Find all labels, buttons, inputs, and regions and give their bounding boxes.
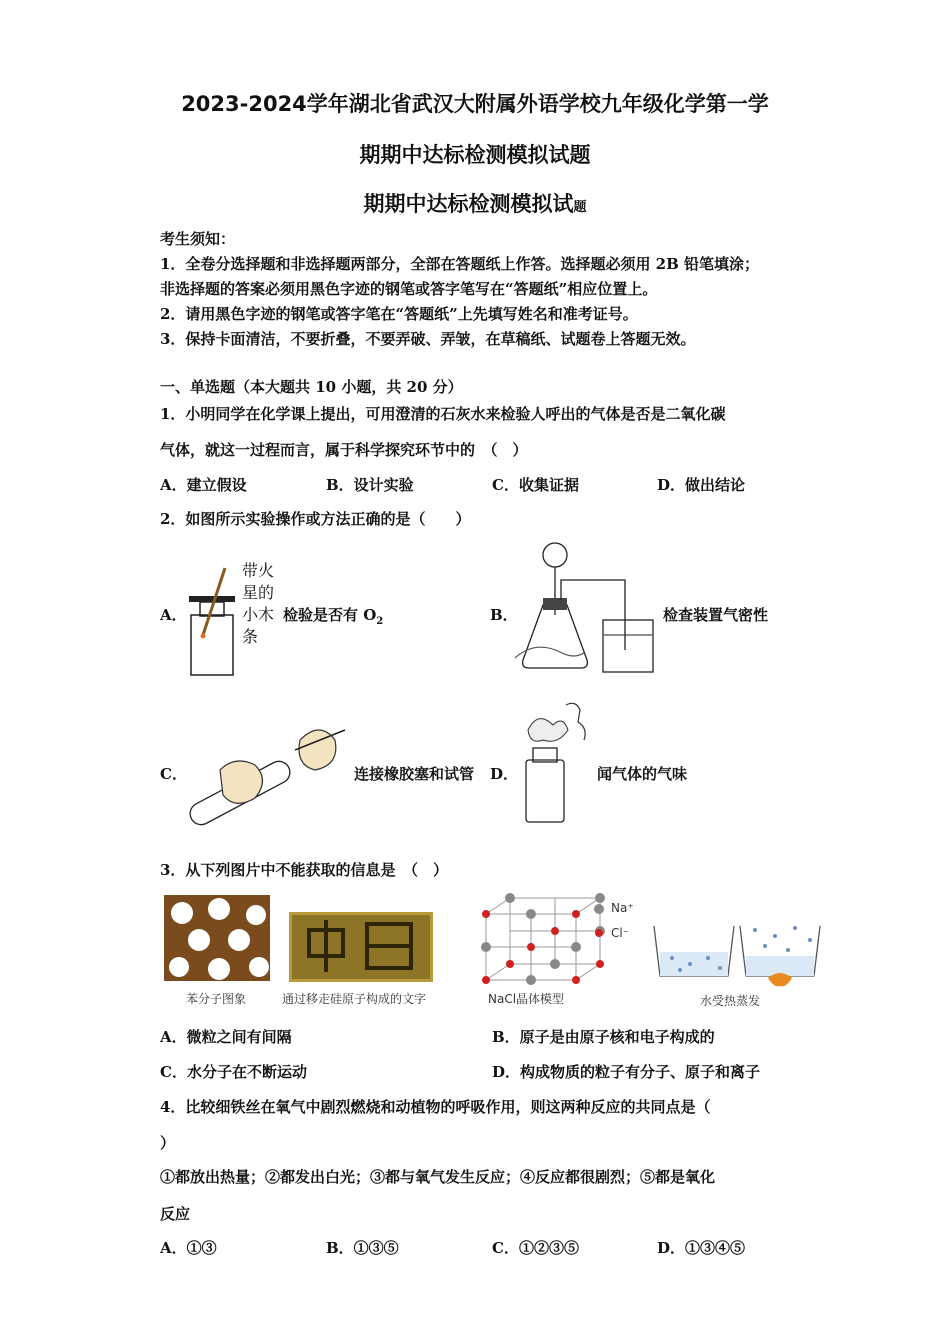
q1-option-b: B．设计实验 xyxy=(326,476,414,494)
q3-option-b: B．原子是由原子核和电子构成的 xyxy=(492,1028,715,1046)
benzene-molecule-image xyxy=(164,895,270,981)
notice-item: 2．请用黑色字迹的钢笔或答字笔在“答题纸”上先填写姓名和准考证号。 xyxy=(160,305,638,323)
q4-stem-line3: ①都放出热量；②都发出白光；③都与氧气发生反应；④反应都很剧烈；⑤都是氧化 xyxy=(160,1168,716,1186)
smelling-gas-figure xyxy=(518,700,598,828)
gas-bottle-splint-figure xyxy=(185,560,245,680)
exam-title-line3 xyxy=(0,188,950,218)
notice-heading: 考生须知： xyxy=(160,230,236,248)
q3-option-d: D．构成物质的粒子有分子、原子和离子 xyxy=(492,1063,761,1081)
cl-ion-marker xyxy=(595,929,603,937)
q1-option-a: A．建立假设 xyxy=(160,476,247,494)
q3-option-c: C．水分子在不断运动 xyxy=(160,1063,307,1081)
q4-option-b: B．①③⑤ xyxy=(326,1239,399,1257)
q4-stem-line4: 反应 xyxy=(160,1205,191,1223)
q4-option-c: C．①②③⑤ xyxy=(492,1239,579,1257)
test-tube-stopper-figure xyxy=(185,720,355,830)
q1-option-d: D．做出结论 xyxy=(657,476,746,494)
q2-stem: 2．如图所示实验操作或方法正确的是（ ） xyxy=(160,510,471,528)
q2-option-a-sub: 2 xyxy=(376,616,384,627)
section-heading: 一、单选题（本大题共 10 小题，共 20 分） xyxy=(160,378,463,396)
q2-label-d: D． xyxy=(490,765,519,783)
splint-note-line: 带火 xyxy=(242,561,275,580)
notice-item: 非选择题的答案必须用黑色字迹的钢笔或答字笔写在“答题纸”相应位置上。 xyxy=(160,280,658,298)
airtightness-apparatus-figure xyxy=(515,540,665,680)
q2-label-c: C． xyxy=(160,765,187,783)
q2-option-a-main: 检验是否有 O xyxy=(283,606,377,624)
exam-title-line2: 期期中达标检测模拟试题 xyxy=(359,143,591,167)
water-evaporation-image xyxy=(650,920,822,988)
notice-item: 3．保持卡面清洁，不要折叠，不要弄破、弄皱，在草稿纸、试题卷上答题无效。 xyxy=(160,330,696,348)
exam-title-line1: 2023-2024学年湖北省武汉大附属外语学校九年级化学第一学 xyxy=(181,92,769,116)
q4-stem-line1: 4．比较细铁丝在氧气中剧烈燃烧和动植物的呼吸作用，则这两种反应的共同点是（ xyxy=(160,1098,711,1116)
na-ion-marker xyxy=(594,904,604,914)
q3-stem: 3．从下列图片中不能获取的信息是 （ ） xyxy=(160,861,448,879)
notice-item: 1．全卷分选择题和非选择题两部分，全部在答题纸上作答。选择题必须用 2B 铅笔填涂； xyxy=(160,255,760,273)
q4-stem-line2: ） xyxy=(160,1134,176,1152)
silicon-atoms-image xyxy=(289,912,433,982)
legend-na: Na⁺ xyxy=(611,901,634,915)
caption-benzene: 苯分子图象 xyxy=(186,992,247,1006)
caption-silicon: 通过移走硅原子构成的文字 xyxy=(282,992,427,1006)
q1-option-c: C．收集证据 xyxy=(492,476,579,494)
q2-label-b: B． xyxy=(490,606,518,624)
q4-option-a: A．①③ xyxy=(160,1239,217,1257)
splint-note-line: 小木 xyxy=(242,605,275,624)
q1-stem-line2: 气体，就这一过程而言，属于科学探究环节中的 （ ） xyxy=(160,441,528,459)
q2-option-b-text: 检查装置气密性 xyxy=(663,606,769,624)
splint-note-line: 星的 xyxy=(242,583,275,602)
nacl-legend-markers xyxy=(593,903,607,943)
q4-option-d: D．①③④⑤ xyxy=(657,1239,746,1257)
legend-cl: Cl⁻ xyxy=(611,926,630,940)
caption-water-evaporation: 水受热蒸发 xyxy=(700,994,761,1008)
title-line3-main: 期期中达标检测模拟试 xyxy=(363,192,574,216)
q1-stem-line1: 1．小明同学在化学课上提出，可用澄清的石灰水来检验人呼出的气体是否是二氧化碳 xyxy=(160,405,726,423)
q2-label-a: A． xyxy=(160,606,187,624)
splint-note xyxy=(242,560,274,648)
title-line3-tail: 题 xyxy=(573,200,587,215)
splint-note-line: 条 xyxy=(242,627,259,646)
q2-option-c-text: 连接橡胶塞和试管 xyxy=(354,765,475,783)
q2-option-a-text xyxy=(283,604,383,627)
q3-option-a: A．微粒之间有间隔 xyxy=(160,1028,292,1046)
q2-option-d-text: 闻气体的气味 xyxy=(597,765,688,783)
caption-nacl: NaCl晶体模型 xyxy=(488,992,565,1006)
